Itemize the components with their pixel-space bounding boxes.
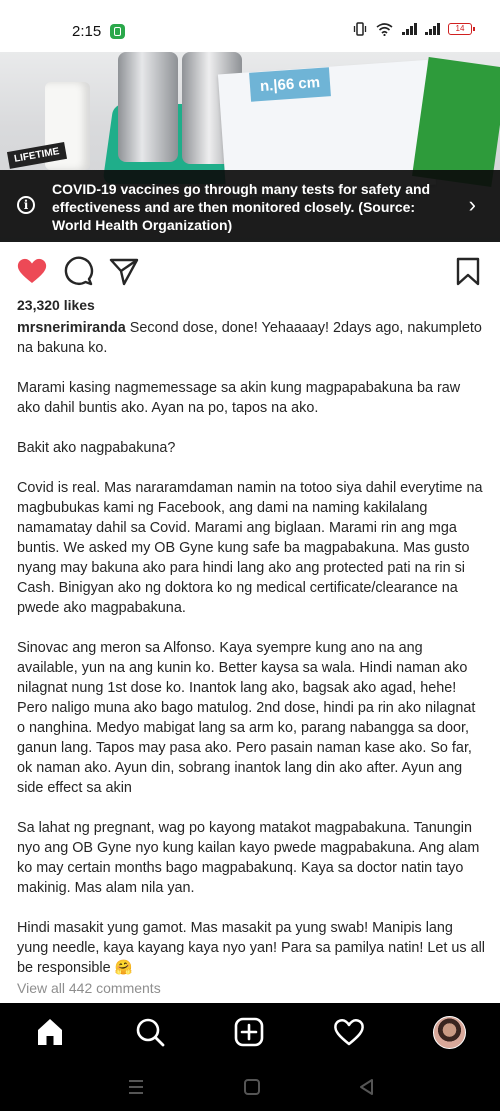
photo-brand-label: LIFETIME <box>7 142 67 169</box>
caption-paragraph: Sinovac ang meron sa Alfonso. Kaya syempre kung ano na ang available, yun na ang kunin ko. Better kaysa sa wala. Hindi naman ako nilagnat nung 1st dose ko. Inantok lang ako, bagsak ako agad, hehe! Pero naligo muna ako bago matulog. 2nd dose, hindi pa rin ako nilagnat o nanghina. Medyo mabigat lang sa arm ko, parang nabangga sa door, ganun lang. Tapos may pasa ako. Pero pasain naman kase ako. So far, ok naman ako. Ayun din, sobrang inantok lang din ako after. Ayun ang side effect sa akin <box>17 640 476 796</box>
home-button-icon[interactable] <box>240 1075 264 1099</box>
status-icons <box>353 22 472 36</box>
bottom-tab-bar <box>0 1003 500 1061</box>
like-count[interactable]: 23,320 likes <box>17 297 95 313</box>
caption-first-paragraph <box>17 318 485 358</box>
signal-icon-1 <box>402 23 416 35</box>
view-all-comments-link[interactable]: View all 442 comments <box>17 980 161 996</box>
chevron-right-icon: › <box>468 192 476 217</box>
status-time: 2:15 <box>72 23 102 40</box>
create-icon[interactable] <box>233 1016 265 1048</box>
system-nav-bar <box>0 1061 500 1111</box>
caption-paragraph: Covid is real. Mas nararamdaman namin na totoo siya dahil everytime na magbubukas kami ng Facebook, ang dami na naming kakilalang namamatay dahil sa Covid. Marami ang biglaan. Marami rin ang mga buntis. We asked my OB Gyne kung safe ba magpabakuna. Mas gusto nyang may bakuna ako para hindi lang ako ang protected pati na rin si Cash. Binigyan ako ng doktora ko ng medical certificate/clearance na pwede ako magpabakuna. <box>17 480 483 616</box>
battery-icon: 14 <box>448 23 472 35</box>
covid-banner-text: COVID-19 vaccines go through many tests for safety and effectiveness and are then monitored closely. (Source: World Health Organization) <box>52 181 431 233</box>
activity-icon[interactable] <box>333 1016 365 1048</box>
share-icon[interactable] <box>108 255 140 287</box>
post-username[interactable]: mrsnerimiranda <box>17 320 126 336</box>
status-bar <box>0 0 500 52</box>
back-icon[interactable] <box>354 1075 378 1099</box>
caption-first-text: Second dose, done! Yehaaaay! 2days ago, nakumpleto na bakuna ko. <box>17 320 482 356</box>
save-icon[interactable] <box>452 255 484 287</box>
profile-avatar[interactable] <box>433 1016 466 1049</box>
photo-paper-tag: n.|66 cm <box>249 67 331 102</box>
caption-paragraph: Sa lahat ng pregnant, wag po kayong matakot magpabakuna. Tanungin nyo ang OB Gyne nyo kung kailan kayo pwede magpabakuna. Ang alam ko may certain months bago magpabakunq. Kaya sa doctor natin tayo makinig. Mas alam nila yan. <box>17 820 480 896</box>
vibrate-icon <box>353 22 367 36</box>
comment-icon[interactable] <box>62 255 94 287</box>
covid-info-banner[interactable] <box>0 170 500 242</box>
heart-icon[interactable] <box>16 255 48 287</box>
photo-green-box <box>412 57 500 187</box>
search-icon[interactable] <box>134 1016 166 1048</box>
recent-apps-icon[interactable] <box>124 1075 148 1099</box>
wifi-icon <box>376 23 393 36</box>
notification-app-icon <box>110 24 125 39</box>
post-caption <box>17 318 485 998</box>
photo-canister-left <box>118 52 178 162</box>
caption-paragraph: Hindi masakit yung gamot. Mas masakit pa yung swab! Manipis lang yung needle, kaya kayang kaya nyo yan! Para sa pamilya natin! Let us all be responsible 🤗 <box>17 920 485 976</box>
caption-paragraph: Bakit ako nagpabakuna? <box>17 440 176 456</box>
home-icon[interactable] <box>34 1016 66 1048</box>
caption-paragraph: Marami kasing nagmemessage sa akin kung magpapabakuna ba raw ako dahil buntis ako. Ayan na po, tapos na ako. <box>17 380 461 416</box>
signal-icon-2 <box>425 23 439 35</box>
info-icon: i <box>17 196 35 214</box>
post-actions <box>0 252 500 288</box>
